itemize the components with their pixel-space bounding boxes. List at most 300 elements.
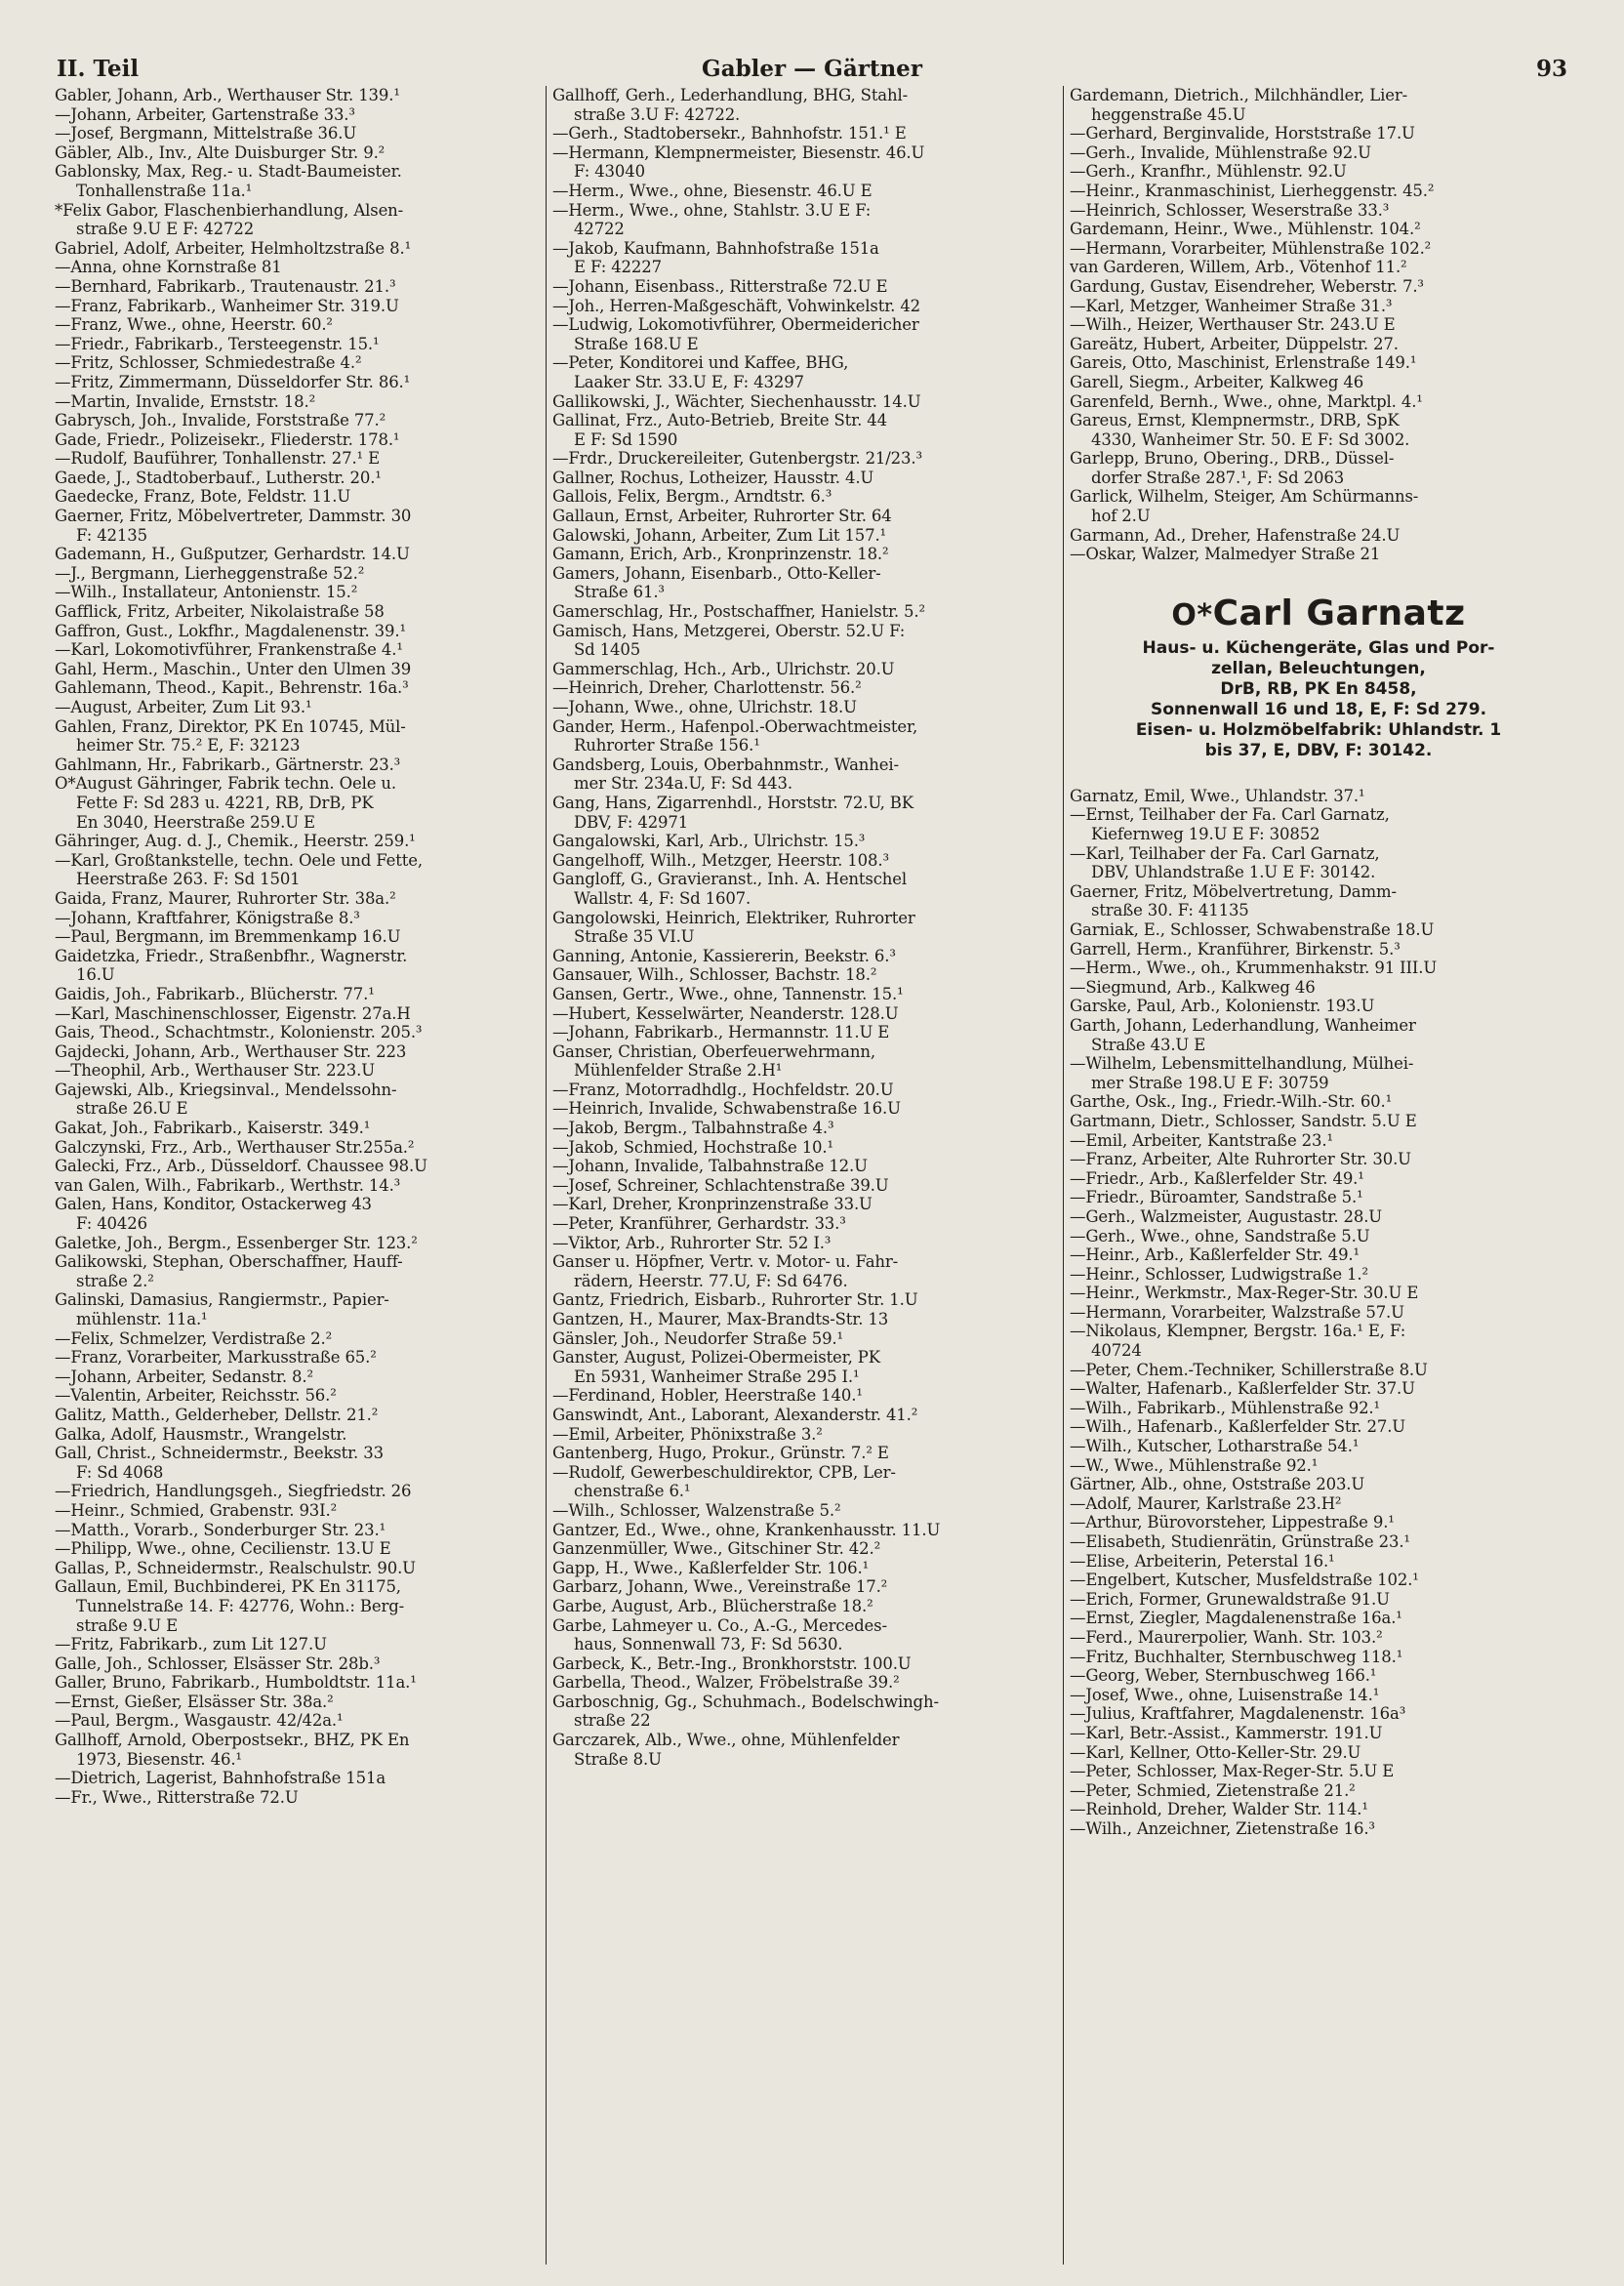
entry-continuation: Straße 35 VI.U [574, 927, 695, 947]
directory-entry [55, 297, 540, 316]
directory-entry [552, 1157, 1057, 1176]
entry-line: —Wilh., Fabrikarb., Mühlenstraße 92.¹ [1070, 1398, 1380, 1417]
directory-entry [55, 335, 540, 354]
directory-entry [55, 1482, 540, 1501]
directory-entry [55, 1042, 540, 1062]
directory-entry [1070, 978, 1567, 998]
entry-continuation: straße 2.² [76, 1271, 154, 1290]
entry-line: Garlick, Wilhelm, Steiger, Am Schürmanns- [1070, 487, 1419, 507]
directory-entry [55, 1329, 540, 1349]
directory-entry [552, 755, 1057, 794]
entry-continuation: En 5931, Wanheimer Straße 295 I.¹ [574, 1367, 860, 1386]
entry-line: —Jakob, Bergm., Talbahnstraße 4.³ [552, 1119, 834, 1138]
entry-line: —Wilh., Anzeichner, Zietenstraße 16.³ [1070, 1818, 1375, 1838]
entry-line: —Johann, Arbeiter, Sedanstr. 8.² [55, 1367, 313, 1386]
entry-line: Garbe, August, Arb., Blücherstraße 18.² [552, 1596, 873, 1615]
directory-entry [55, 909, 540, 928]
entry-line: —Fr., Wwe., Ritterstraße 72.U [55, 1787, 299, 1807]
entry-line: —Johann, Fabrikarb., Hermannstr. 11.U E [552, 1023, 890, 1042]
entry-line: Gangalowski, Karl, Arb., Ulrichstr. 15.³ [552, 832, 866, 851]
entry-line: —Heinr., Kranmaschinist, Lierheggenstr. 45.² [1070, 181, 1435, 200]
page-header [57, 43, 1567, 86]
entry-line: —Hermann, Vorarbeiter, Mühlenstraße 102.² [1070, 238, 1432, 258]
directory-entry [552, 1693, 1057, 1731]
entry-line: Galetke, Joh., Bergm., Essenberger Str. 123.² [55, 1233, 418, 1252]
entry-line: —Friedr., Arb., Kaßlerfelder Str. 49.¹ [1070, 1168, 1364, 1188]
directory-entry [552, 487, 1057, 507]
directory-entry [55, 1693, 540, 1712]
entry-line: —Peter, Schlosser, Max-Reger-Str. 5.U E [1070, 1762, 1395, 1781]
entry-line: —Fritz, Zimmermann, Düsseldorfer Str. 86.¹ [55, 372, 411, 391]
directory-entry [552, 1463, 1057, 1501]
entry-line: —Karl, Lokomotivführer, Frankenstraße 4.¹ [55, 640, 403, 660]
directory-entry [1070, 1781, 1567, 1801]
entry-line: Gahl, Herm., Maschin., Unter den Ulmen 39 [55, 659, 412, 678]
entry-line: —Wilh., Hafenarb., Kaßlerfelder Str. 27.U [1070, 1417, 1406, 1437]
directory-entry [55, 277, 540, 297]
directory-entry [1070, 1399, 1567, 1418]
entry-line: —Franz, Fabrikarb., Wanheimer Str. 319.U [55, 296, 399, 315]
directory-entry [1070, 335, 1567, 354]
entry-line: —Franz, Motorradhdlg., Hochfeldstr. 20.U [552, 1080, 894, 1099]
entry-line: —Heinr., Arb., Kaßlerfelder Str. 49.¹ [1070, 1245, 1360, 1265]
entry-line: —Rudolf, Gewerbeschuldirektor, CPB, Ler- [552, 1462, 896, 1482]
directory-entry [552, 1252, 1057, 1290]
directory-entry [55, 1769, 540, 1788]
directory-entry [552, 469, 1057, 488]
directory-entry [552, 1234, 1057, 1253]
directory-entry [1070, 239, 1567, 259]
entry-line: Gärtner, Alb., ohne, Oststraße 203.U [1070, 1475, 1365, 1494]
entry-line: —Emil, Arbeiter, Phönixstraße 3.² [552, 1424, 823, 1444]
entry-line: Galczynski, Frz., Arb., Werthauser Str.255a.² [55, 1137, 415, 1157]
directory-entry [55, 353, 540, 373]
entry-line: Gardemann, Dietrich., Milchhändler, Lier- [1070, 86, 1408, 104]
entry-line: —Wilh., Installateur, Antonienstr. 15.² [55, 583, 358, 602]
directory-entry [552, 1444, 1057, 1463]
entry-line: —Theophil, Arb., Werthauser Str. 223.U [55, 1061, 375, 1081]
directory-entry [1070, 997, 1567, 1016]
entry-line: —Peter, Kranführer, Gerhardstr. 33.³ [552, 1214, 846, 1234]
directory-entry [55, 1138, 540, 1158]
directory-entry [55, 755, 540, 775]
entry-line: Gangloff, G., Gravieranst., Inh. A. Hentschel [552, 870, 908, 889]
directory-entry [55, 1635, 540, 1654]
entry-continuation: En 3040, Heerstraße 259.U E [76, 812, 315, 832]
entry-line: Gareis, Otto, Maschinist, Erlenstraße 149.¹ [1070, 353, 1417, 373]
entry-continuation: Wallstr. 4, F: Sd 1607. [574, 888, 751, 908]
directory-entry [55, 1157, 540, 1176]
entry-line: Gansauer, Wilh., Schlosser, Bachstr. 18.² [552, 965, 877, 985]
entry-line: —Erich, Former, Grunewaldstraße 91.U [1070, 1589, 1390, 1609]
entry-line: —Elisabeth, Studienrätin, Grünstraße 23.¹ [1070, 1532, 1410, 1551]
directory-entry [55, 258, 540, 277]
directory-entry [552, 449, 1057, 469]
entry-continuation: 42722 [574, 220, 625, 239]
entry-line: Garnatz, Emil, Wwe., Uhlandstr. 37.¹ [1070, 786, 1365, 805]
directory-entry [552, 182, 1057, 201]
entry-line: Gamerschlag, Hr., Postschaffner, Hanielstr. 5.² [552, 602, 925, 622]
directory-entry [55, 143, 540, 163]
directory-entry [1070, 392, 1567, 412]
ad-line: Haus- u. Küchengeräte, Glas und Por- [1142, 637, 1495, 658]
directory-entry [1070, 220, 1567, 239]
directory-entry [1070, 1150, 1567, 1169]
entry-line: —Fritz, Schlosser, Schmiedestraße 4.² [55, 353, 362, 373]
directory-entry [552, 143, 1057, 182]
directory-entry [1070, 1513, 1567, 1532]
directory-entry [1070, 1648, 1567, 1667]
directory-entry [1070, 1571, 1567, 1590]
entry-line: Garell, Siegm., Arbeiter, Kalkweg 46 [1070, 372, 1364, 391]
entry-continuation: chenstraße 6.¹ [574, 1482, 691, 1501]
directory-entry [55, 469, 540, 488]
directory-entry [1070, 1532, 1567, 1552]
entry-line: —Gerh., Walzmeister, Augustastr. 28.U [1070, 1206, 1383, 1226]
directory-entry [55, 889, 540, 909]
directory-entry [55, 1788, 540, 1808]
entry-line: Gäbler, Alb., Inv., Alte Duisburger Str. 9.² [55, 143, 386, 162]
entry-line: —Wilh., Kutscher, Lotharstraße 54.¹ [1070, 1437, 1360, 1456]
entry-line: Gänsler, Joh., Neudorfer Straße 59.¹ [552, 1328, 843, 1348]
directory-entry [1070, 86, 1567, 124]
directory-entry [552, 1559, 1057, 1578]
columns [49, 86, 1573, 2265]
entry-line: Gabriel, Adolf, Arbeiter, Helmholtzstraße 8.¹ [55, 238, 412, 258]
entry-line: Galinski, Damasius, Rangiermstr., Papier- [55, 1290, 389, 1310]
entry-line: Gang, Hans, Zigarrenhdl., Horststr. 72.U, BK [552, 793, 914, 812]
entry-line: Gallikowski, J., Wächter, Siechenhausstr. 14.U [552, 391, 921, 411]
entry-line: Garenfeld, Bernh., Wwe., ohne, Marktpl. 4.¹ [1070, 391, 1423, 411]
entry-line: —Hermann, Klempnermeister, Biesenstr. 46.U [552, 143, 925, 162]
directory-entry [552, 1081, 1057, 1100]
entry-line: Galen, Hans, Konditor, Ostackerweg 43 [55, 1195, 372, 1214]
directory-entry [552, 1290, 1057, 1310]
entry-line: Gareätz, Hubert, Arbeiter, Düppelstr. 27. [1070, 334, 1399, 353]
section-label: II. Teil [57, 56, 140, 82]
directory-entry [1070, 258, 1567, 277]
ad-line: Sonnenwall 16 und 18, E, F: Sd 279. [1150, 699, 1487, 719]
directory-entry [1070, 162, 1567, 182]
entry-line: —Frdr., Druckereileiter, Gutenbergstr. 21/23.³ [552, 449, 922, 469]
directory-entry [55, 1673, 540, 1693]
directory-entry [552, 1099, 1057, 1119]
entry-line: Gangelhoff, Wilh., Metzger, Heerstr. 108.³ [552, 850, 889, 870]
directory-entry [55, 1539, 540, 1559]
entry-line: Gahlmann, Hr., Fabrikarb., Gärtnerstr. 23.³ [55, 755, 401, 774]
entry-line: —Wilhelm, Lebensmittelhandlung, Mülhei- [1070, 1054, 1414, 1074]
entry-continuation: rädern, Heerstr. 77.U, F: Sd 6476. [574, 1271, 848, 1290]
directory-entry [552, 1042, 1057, 1081]
entry-continuation: straße 22 [574, 1711, 651, 1731]
entry-line: —Heinrich, Schlosser, Weserstraße 33.³ [1070, 200, 1390, 220]
entry-continuation: DBV, Uhlandstraße 1.U E F: 30142. [1091, 863, 1376, 882]
entry-line: —Josef, Schreiner, Schlachtenstraße 39.U [552, 1175, 889, 1195]
entry-line: Gaedecke, Franz, Bote, Feldstr. 11.U [55, 487, 351, 507]
entry-continuation: heimer Str. 75.² E, F: 32123 [76, 736, 301, 755]
entry-line: —Wilh., Schlosser, Walzenstraße 5.² [552, 1500, 841, 1520]
entry-line: —Peter, Schmied, Zietenstraße 21.² [1070, 1780, 1356, 1800]
directory-entry [1070, 1417, 1567, 1437]
directory-entry [1070, 315, 1567, 335]
entry-line: —Adolf, Maurer, Karlstraße 23.H² [1070, 1493, 1342, 1513]
entry-line: Galecki, Frz., Arb., Düsseldorf. Chaussee 98.U [55, 1157, 427, 1176]
directory-entry [1070, 487, 1567, 525]
entry-line: Ganning, Antonie, Kassiererin, Beekstr. 6.³ [552, 946, 896, 965]
entry-line: —Elise, Arbeiterin, Peterstal 16.¹ [1070, 1551, 1335, 1571]
directory-entry [55, 449, 540, 469]
directory-entry [55, 1386, 540, 1406]
entry-line: —Ernst, Gießer, Elsässer Str. 38a.² [55, 1692, 334, 1711]
entry-line: —Arthur, Bürovorsteher, Lippestraße 9.¹ [1070, 1513, 1395, 1532]
entry-line: —Gerh., Invalide, Mühlenstraße 92.U [1070, 143, 1371, 162]
directory-entry [552, 1004, 1057, 1024]
entry-line: van Garderen, Willem, Arb., Vötenhof 11.² [1070, 258, 1407, 277]
entry-line: Gais, Theod., Schachtmstr., Kolonienstr. 205.³ [55, 1023, 423, 1042]
directory-entry [552, 1310, 1057, 1329]
directory-entry [55, 1577, 540, 1635]
entry-line: Gartmann, Dietr., Schlosser, Sandstr. 5.U E [1070, 1111, 1417, 1130]
directory-entry [552, 411, 1057, 449]
entry-line: Ganswindt, Ant., Laborant, Alexanderstr. 41.² [552, 1405, 918, 1424]
directory-entry [552, 1654, 1057, 1674]
directory-entry [1070, 1437, 1567, 1456]
directory-entry [552, 678, 1057, 698]
entry-line: —Heinrich, Dreher, Charlottenstr. 56.² [552, 678, 862, 698]
entry-continuation: F: 40426 [76, 1214, 147, 1234]
directory-entry [55, 1119, 540, 1138]
page-number: 93 [1535, 56, 1567, 82]
entry-continuation: 1973, Biesenstr. 46.¹ [76, 1749, 242, 1769]
entry-line: —J., Bergmann, Lierheggenstraße 52.² [55, 563, 365, 583]
directory-entry [552, 1731, 1057, 1769]
entry-line: —Karl, Großtankstelle, techn. Oele und Fette, [55, 850, 423, 870]
entry-line: Gantzer, Ed., Wwe., ohne, Krankenhausstr. 11.U [552, 1520, 941, 1539]
directory-entry [552, 124, 1057, 143]
directory-entry [55, 392, 540, 412]
entry-continuation: Mühlenfelder Straße 2.H¹ [574, 1061, 783, 1081]
entry-line: —Johann, Eisenbass., Ritterstraße 72.U E [552, 276, 888, 296]
entry-line: Gardemann, Heinr., Wwe., Mühlenstr. 104.² [1070, 220, 1421, 239]
directory-entry [1070, 1686, 1567, 1705]
entry-line: —Herm., Wwe., ohne, Biesenstr. 46.U E [552, 181, 873, 200]
entry-line: Gareus, Ernst, Klempnermstr., DRB, SpK [1070, 411, 1400, 430]
directory-entry [552, 832, 1057, 851]
entry-line: O*August Gähringer, Fabrik techn. Oele u. [55, 774, 396, 794]
directory-entry [1070, 805, 1567, 843]
entry-line: —Gerh., Wwe., ohne, Sandstraße 5.U [1070, 1226, 1370, 1245]
directory-entry [55, 1654, 540, 1674]
entry-line: *Felix Gabor, Flaschenbierhandlung, Alsen- [55, 200, 404, 220]
directory-entry [1070, 1207, 1567, 1227]
entry-continuation: Sd 1405 [574, 640, 641, 660]
entry-line: Gamann, Erich, Arb., Kronprinzenstr. 18.² [552, 545, 889, 564]
directory-entry [1070, 1188, 1567, 1207]
directory-entry [55, 1234, 540, 1253]
entry-line: —Joh., Herren-Maßgeschäft, Vohwinkelstr. 42 [552, 296, 921, 315]
entry-line: Gall, Christ., Schneidermstr., Beekstr. 33 [55, 1444, 384, 1463]
directory-entry [55, 411, 540, 430]
directory-entry [552, 1348, 1057, 1386]
entry-line: —Nikolaus, Klempner, Bergstr. 16a.¹ E, F: [1070, 1322, 1406, 1341]
directory-entry [1070, 1322, 1567, 1360]
directory-entry [55, 239, 540, 259]
directory-entry [1070, 526, 1567, 546]
entry-line: Garboschnig, Gg., Schuhmach., Bodelschwingh- [552, 1692, 939, 1711]
entry-continuation: Heerstraße 263. F: Sd 1501 [76, 870, 301, 889]
entry-line: —Johann, Wwe., ohne, Ulrichstr. 18.U [552, 698, 857, 716]
directory-entry [552, 545, 1057, 564]
directory-entry [552, 353, 1057, 391]
directory-entry [1070, 1666, 1567, 1686]
directory-entry [552, 201, 1057, 239]
entry-line: Garbeck, K., Betr.-Ing., Bronkhorststr. 100.U [552, 1653, 912, 1673]
entry-line: Galowski, Johann, Arbeiter, Zum Lit 157.¹ [552, 525, 887, 545]
entry-line: —Ludwig, Lokomotivführer, Obermeidericher [552, 315, 919, 335]
directory-entry [1070, 1112, 1567, 1131]
directory-entry [552, 239, 1057, 277]
entry-line: —Matth., Vorarb., Sonderburger Str. 23.¹ [55, 1520, 386, 1539]
directory-entry [552, 1176, 1057, 1196]
entry-line: Gamers, Johann, Eisenbarb., Otto-Keller- [552, 563, 881, 583]
directory-entry [55, 1290, 540, 1328]
directory-entry [55, 832, 540, 851]
directory-entry [55, 1559, 540, 1578]
directory-entry [1070, 411, 1567, 449]
entry-line: —Heinr., Schlosser, Ludwigstraße 1.² [1070, 1264, 1368, 1284]
entry-line: Gardung, Gustav, Eisendreher, Weberstr. 7.³ [1070, 276, 1424, 296]
directory-entry [55, 927, 540, 947]
directory-entry [55, 373, 540, 392]
entry-line: —Georg, Weber, Sternbuschweg 166.¹ [1070, 1666, 1377, 1686]
entry-line: —Oskar, Walzer, Malmedyer Straße 21 [1070, 545, 1381, 564]
directory-entry [1070, 1303, 1567, 1323]
directory-entry [55, 1406, 540, 1425]
entry-line: —Heinrich, Invalide, Schwabenstraße 16.U [552, 1099, 901, 1119]
entry-line: Gafflick, Fritz, Arbeiter, Nikolaistraße 58 [55, 602, 385, 622]
directory-entry [55, 1081, 540, 1119]
entry-line: —W., Wwe., Mühlenstraße 92.¹ [1070, 1455, 1319, 1475]
entry-continuation: Laaker Str. 33.U E, F: 43297 [574, 372, 804, 391]
directory-entry [1070, 1265, 1567, 1285]
ad-line: Eisen- u. Holzmöbelfabrik: Uhlandstr. 1 [1135, 719, 1502, 740]
entry-line: —Jakob, Kaufmann, Bahnhofstraße 151a [552, 238, 879, 258]
entry-line: Gajewski, Alb., Kriegsinval., Mendelssohn- [55, 1080, 397, 1099]
entry-line: —Johann, Invalide, Talbahnstraße 12.U [552, 1157, 868, 1176]
entry-continuation: mer Straße 198.U E F: 30759 [1091, 1073, 1329, 1092]
entry-line: Gallinat, Frz., Auto-Betrieb, Breite Str. 44 [552, 411, 887, 430]
entry-line: Gapp, H., Wwe., Kaßlerfelder Str. 106.¹ [552, 1558, 870, 1577]
entry-line: —Ernst, Ziegler, Magdalenenstraße 16a.¹ [1070, 1609, 1402, 1628]
entry-line: Garniak, E., Schlosser, Schwabenstraße 18.U [1070, 920, 1435, 939]
entry-line: Gantz, Friedrich, Eisbarb., Ruhrorter Str. 1.U [552, 1290, 918, 1310]
directory-entry [1070, 940, 1567, 959]
entry-line: —Friedr., Büroamter, Sandstraße 5.¹ [1070, 1188, 1363, 1207]
entry-line: Garczarek, Alb., Wwe., ohne, Mühlenfelder [552, 1731, 900, 1750]
directory-entry [55, 124, 540, 143]
entry-line: Gade, Friedr., Polizeisekr., Fliederstr. 178.¹ [55, 429, 400, 449]
directory-entry [552, 1597, 1057, 1616]
entry-line: —Friedr., Fabrikarb., Tersteegenstr. 15.¹ [55, 334, 380, 353]
entry-line: Gallner, Rochus, Lotheizer, Hausstr. 4.U [552, 468, 874, 487]
entry-line: —Viktor, Arb., Ruhrorter Str. 52 I.³ [552, 1233, 832, 1252]
directory-entry [1070, 787, 1567, 806]
directory-entry [1070, 201, 1567, 221]
directory-entry [55, 507, 540, 545]
page-title: Gabler — Gärtner [702, 56, 922, 82]
directory-entry [552, 1673, 1057, 1693]
entry-continuation: Ruhrorter Straße 156.¹ [574, 736, 760, 755]
entry-continuation: Straße 8.U [574, 1749, 662, 1769]
entry-continuation: haus, Sonnenwall 73, F: Sd 5630. [574, 1635, 843, 1654]
directory-entry [552, 660, 1057, 679]
entry-line: Gaida, Franz, Maurer, Ruhrorter Str. 38a.² [55, 888, 396, 908]
entry-line: Gansen, Gertr., Wwe., ohne, Tannenstr. 15.¹ [552, 984, 904, 1003]
entry-line: —Hermann, Vorarbeiter, Walzstraße 57.U [1070, 1302, 1404, 1322]
entry-line: —Philipp, Wwe., ohne, Cecilienstr. 13.U E [55, 1539, 391, 1559]
advertisement [1074, 592, 1563, 761]
directory-entry [552, 1521, 1057, 1540]
entry-continuation: straße 9.U E [76, 1615, 178, 1635]
directory-entry [552, 297, 1057, 316]
directory-entry [1070, 1284, 1567, 1303]
directory-entry [1070, 1054, 1567, 1092]
directory-entry [55, 315, 540, 335]
entry-line: Garske, Paul, Arb., Kolonienstr. 193.U [1070, 997, 1375, 1016]
entry-line: —Fritz, Fabrikarb., zum Lit 127.U [55, 1635, 327, 1654]
entry-continuation: straße 30. F: 41135 [1091, 901, 1249, 920]
column-1 [49, 86, 547, 2265]
entry-line: Ganster, August, Polizei-Obermeister, PK [552, 1348, 880, 1368]
directory-entry [1070, 959, 1567, 978]
directory-entry [55, 564, 540, 584]
entry-line: —Bernhard, Fabrikarb., Trautenaustr. 21.³ [55, 276, 396, 296]
directory-entry [55, 985, 540, 1004]
entry-line: Gajdecki, Johann, Arb., Werthauser Str. 223 [55, 1041, 407, 1061]
entry-line: —Jakob, Schmied, Hochstraße 10.¹ [552, 1137, 833, 1157]
directory-entry [55, 698, 540, 717]
directory-entry [1070, 373, 1567, 392]
directory-entry [552, 86, 1057, 124]
directory-entry [1070, 1456, 1567, 1476]
entry-line: —Paul, Bergmann, im Bremmenkamp 16.U [55, 927, 401, 947]
entry-continuation: F: 42135 [76, 525, 147, 545]
entry-line: Gablonsky, Max, Reg.- u. Stadt-Baumeister. [55, 162, 402, 182]
entry-continuation: E F: Sd 1590 [574, 429, 678, 449]
entry-line: —Josef, Bergmann, Mittelstraße 36.U [55, 124, 357, 143]
entry-line: Garth, Johann, Lederhandlung, Wanheimer [1070, 1015, 1416, 1035]
entry-line: Gähringer, Aug. d. J., Chemik., Heerstr. 259.¹ [55, 832, 416, 851]
ad-line: DrB, RB, PK En 8458, [1220, 678, 1417, 699]
directory-entry [1070, 353, 1567, 373]
entry-continuation: Straße 61.³ [574, 583, 665, 602]
directory-entry [552, 622, 1057, 660]
entry-line: —Heinr., Schmied, Grabenstr. 93I.² [55, 1500, 338, 1520]
entry-line: —Dietrich, Lagerist, Bahnhofstraße 151a [55, 1769, 386, 1788]
directory-entry [55, 1023, 540, 1042]
directory-entry [55, 678, 540, 698]
entry-line: —Martin, Invalide, Ernststr. 18.² [55, 391, 316, 411]
directory-entry [552, 1539, 1057, 1559]
directory-entry [55, 105, 540, 125]
entry-line: —Reinhold, Dreher, Walder Str. 114.¹ [1070, 1800, 1368, 1819]
entry-continuation: E F: 42227 [574, 258, 662, 277]
entry-line: Galle, Joh., Schlosser, Elsässer Str. 28b.³ [55, 1653, 381, 1673]
entry-line: —Wilh., Heizer, Werthauser Str. 243.U E [1070, 315, 1396, 335]
directory-entry [552, 947, 1057, 966]
entry-line: Gandsberg, Louis, Oberbahnmstr., Wanhei- [552, 755, 899, 774]
directory-entry [55, 583, 540, 602]
